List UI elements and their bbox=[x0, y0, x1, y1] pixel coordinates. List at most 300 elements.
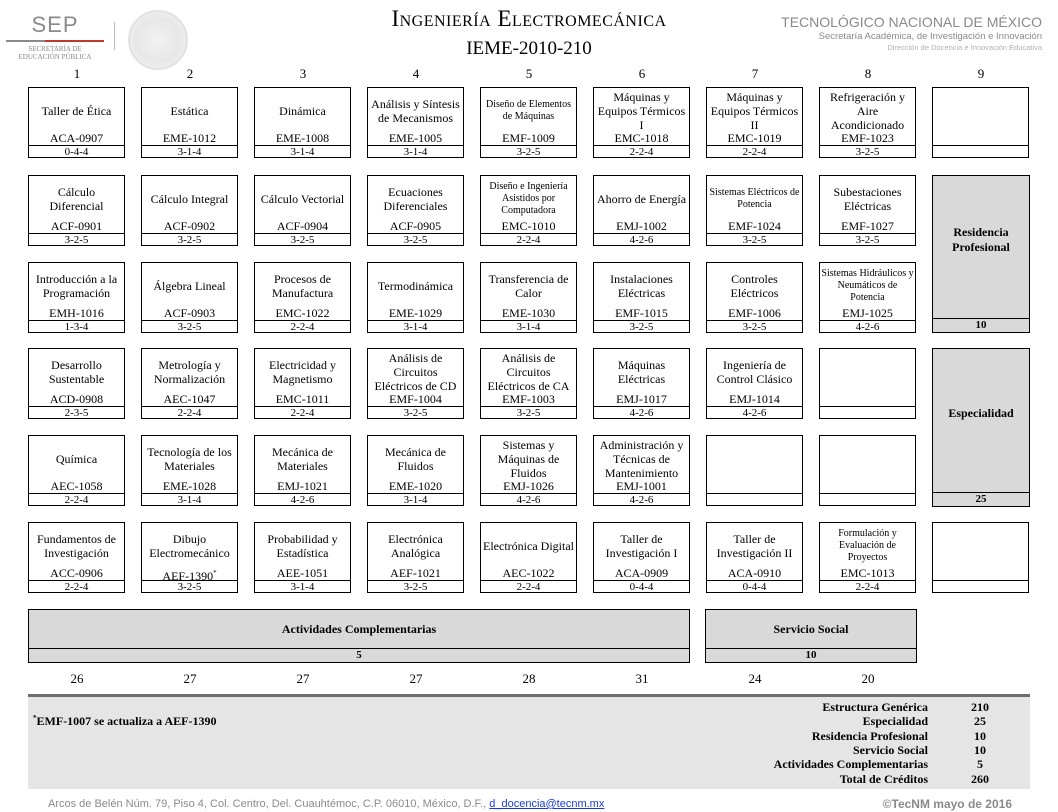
summary-label: Especialidad bbox=[862, 714, 928, 729]
course-cell bbox=[254, 348, 351, 419]
summary-value: 5 bbox=[977, 757, 983, 772]
course-credits: 4-2-6 bbox=[594, 406, 689, 420]
especialidad-label: Especialidad bbox=[948, 406, 1014, 420]
sep-line2: EDUCACIÓN PÚBLICA bbox=[18, 53, 92, 61]
tecnm-name: TECNOLÓGICO NACIONAL DE MÉXICO bbox=[781, 14, 1042, 30]
course-cell bbox=[593, 262, 690, 333]
note-sup: * bbox=[33, 714, 37, 722]
course-name: Fundamentos de Investigación bbox=[37, 531, 116, 560]
course-code bbox=[142, 479, 237, 493]
course-credits: 3-1-4 bbox=[255, 580, 350, 594]
course-code bbox=[368, 306, 463, 320]
course-code-text: AEC-1058 bbox=[50, 479, 103, 493]
column-total: 27 bbox=[296, 671, 310, 686]
course-code bbox=[29, 306, 124, 320]
course-credits: 2-3-5 bbox=[29, 406, 124, 420]
course-code bbox=[368, 392, 463, 406]
course-code-text: ACF-0901 bbox=[50, 219, 103, 233]
course-credits: 2-2-4 bbox=[255, 406, 350, 420]
course-credits: 3-1-4 bbox=[368, 320, 463, 334]
course-code-text: EMF-1015 bbox=[615, 306, 668, 320]
course-credits: 3-1-4 bbox=[255, 145, 350, 159]
sep-line1: SECRETARÍA DE bbox=[28, 45, 82, 53]
course-credits: 0-4-4 bbox=[707, 580, 802, 594]
course-credits: 4-2-6 bbox=[255, 493, 350, 507]
semester-number: 5 bbox=[525, 66, 533, 81]
course-cell bbox=[141, 87, 238, 158]
course-cell bbox=[706, 435, 803, 506]
course-code bbox=[368, 566, 463, 580]
servicio-credits: 10 bbox=[706, 648, 916, 662]
course-name: Subestaciones Eléctricas bbox=[833, 184, 902, 213]
course-code-text: EMC-1019 bbox=[727, 131, 782, 145]
course-code bbox=[29, 392, 124, 406]
course-name: Administración y Técnicas de Mantenimiento bbox=[599, 437, 684, 480]
course-cell bbox=[706, 262, 803, 333]
course-credits: 3-2-5 bbox=[142, 233, 237, 247]
course-cell bbox=[28, 348, 125, 419]
course-cell bbox=[141, 262, 238, 333]
course-code-text: EMC-1011 bbox=[275, 392, 330, 406]
course-cell bbox=[480, 175, 577, 246]
course-code-text: EMJ-1025 bbox=[842, 306, 893, 320]
course-credits: 4-2-6 bbox=[594, 233, 689, 247]
course-name: Análisis y Síntesis de Mecanismos bbox=[371, 96, 460, 125]
course-cell bbox=[141, 435, 238, 506]
course-credits: 0-4-4 bbox=[29, 145, 124, 159]
semester-number: 6 bbox=[638, 66, 646, 81]
course-code-text: AEE-1051 bbox=[276, 566, 329, 580]
course-credits: 0-4-4 bbox=[594, 580, 689, 594]
course-cell bbox=[593, 87, 690, 158]
course-name: Introducción a la Programación bbox=[35, 271, 118, 300]
course-cell bbox=[819, 435, 916, 506]
column-total: 27 bbox=[183, 671, 197, 686]
course-code-text: ACA-0907 bbox=[49, 131, 104, 145]
course-name: Máquinas y Equipos Térmicos II bbox=[710, 89, 799, 132]
course-code-text: EMJ-1001 bbox=[616, 479, 667, 493]
footer-address bbox=[48, 798, 604, 810]
semester-number: 3 bbox=[299, 66, 307, 81]
course-name: Ecuaciones Diferenciales bbox=[383, 184, 448, 213]
course-credits: 3-2-5 bbox=[368, 580, 463, 594]
course-name: Desarrollo Sustentable bbox=[48, 357, 105, 386]
course-code-sup: * bbox=[213, 569, 217, 577]
course-cell bbox=[254, 522, 351, 593]
course-credits bbox=[820, 493, 915, 507]
course-cell bbox=[819, 348, 916, 419]
course-credits: 2-2-4 bbox=[29, 580, 124, 594]
course-code bbox=[368, 219, 463, 233]
course-code-text: EMJ-1017 bbox=[616, 392, 667, 406]
course-cell bbox=[480, 87, 577, 158]
course-code bbox=[368, 131, 463, 145]
course-code bbox=[820, 566, 915, 580]
course-credits: 2-2-4 bbox=[29, 493, 124, 507]
course-name: Ingeniería de Control Clásico bbox=[716, 357, 793, 386]
course-cell bbox=[367, 435, 464, 506]
course-name: Sistemas y Máquinas de Fluidos bbox=[497, 437, 560, 480]
column-total: 26 bbox=[70, 671, 84, 686]
actividades-credits: 5 bbox=[29, 648, 689, 662]
course-code-text: EMC-1010 bbox=[501, 219, 556, 233]
course-cell bbox=[28, 522, 125, 593]
course-credits: 3-2-5 bbox=[142, 580, 237, 594]
course-name: Análisis de Circuitos Eléctricos de CD bbox=[374, 350, 457, 393]
course-name: Dibujo Electromecánico bbox=[149, 531, 230, 560]
update-note bbox=[33, 714, 216, 729]
address-text: Arcos de Belén Núm. 79, Piso 4, Col. Centro, Del. Cuauhtémoc, C.P. 06010, México, D.F., bbox=[48, 798, 490, 810]
course-cell bbox=[367, 175, 464, 246]
course-code-text: EME-1005 bbox=[388, 131, 443, 145]
summary-label: Total de Créditos bbox=[839, 771, 928, 786]
summary-label: Servicio Social bbox=[853, 742, 928, 757]
course-credits: 1-3-4 bbox=[29, 320, 124, 334]
course-credits: 3-2-5 bbox=[707, 233, 802, 247]
course-name: Probabilidad y Estadística bbox=[267, 531, 338, 560]
course-code bbox=[255, 131, 350, 145]
course-credits: 3-2-5 bbox=[707, 320, 802, 334]
semester-number: 9 bbox=[977, 66, 985, 81]
course-code bbox=[933, 131, 1028, 145]
course-name: Cálculo Integral bbox=[150, 191, 229, 206]
course-name: Cálculo Vectorial bbox=[260, 191, 345, 206]
course-cell bbox=[706, 87, 803, 158]
summary-value: 25 bbox=[974, 714, 986, 729]
course-code bbox=[820, 392, 915, 406]
course-cell bbox=[367, 87, 464, 158]
course-code-text: ACF-0904 bbox=[276, 219, 329, 233]
course-code bbox=[481, 566, 576, 580]
course-name: Dinámica bbox=[279, 103, 326, 118]
course-credits: 3-2-5 bbox=[255, 233, 350, 247]
course-name: Diseño e Ingeniería Asistidos por Computadora bbox=[489, 180, 568, 216]
course-cell bbox=[367, 262, 464, 333]
course-credits bbox=[820, 406, 915, 420]
course-name: Sistemas Eléctricos de Potencia bbox=[709, 186, 800, 210]
summary-value: 210 bbox=[971, 700, 989, 714]
course-code bbox=[29, 566, 124, 580]
national-seal-icon bbox=[128, 10, 188, 70]
email-link[interactable]: d_docencia@tecnm.mx bbox=[489, 798, 605, 810]
course-code-text: ACA-0910 bbox=[727, 566, 782, 580]
course-credits: 4-2-6 bbox=[481, 493, 576, 507]
semester-number: 2 bbox=[186, 66, 194, 81]
course-cell bbox=[480, 262, 577, 333]
course-name: Sistemas Hidráulicos y Neumáticos de Potencia bbox=[821, 267, 914, 303]
course-code bbox=[707, 219, 802, 233]
course-code-text: EMC-1013 bbox=[840, 566, 895, 580]
course-code-text: AEF-1021 bbox=[390, 566, 441, 580]
course-code bbox=[29, 479, 124, 493]
sep-logo bbox=[6, 12, 104, 61]
course-code bbox=[594, 306, 689, 320]
summary-value: 260 bbox=[971, 771, 989, 786]
course-credits: 4-2-6 bbox=[820, 320, 915, 334]
course-name: Mecánica de Fluidos bbox=[385, 444, 446, 473]
course-code-text: EME-1012 bbox=[162, 131, 217, 145]
course-credits: 3-1-4 bbox=[368, 493, 463, 507]
course-credits: 2-2-4 bbox=[481, 233, 576, 247]
course-code-text: ACF-0902 bbox=[163, 219, 216, 233]
course-name: Controles Eléctricos bbox=[730, 271, 779, 300]
course-name: Electrónica Analógica bbox=[388, 531, 443, 560]
course-name: Máquinas y Equipos Térmicos I bbox=[597, 89, 686, 132]
course-name: Mecánica de Materiales bbox=[272, 444, 333, 473]
course-code bbox=[594, 219, 689, 233]
course-cell bbox=[480, 435, 577, 506]
course-code-text: EMC-1018 bbox=[614, 131, 669, 145]
course-cell bbox=[367, 522, 464, 593]
course-code-text: EMH-1016 bbox=[49, 306, 104, 320]
course-code-text: EMC-1022 bbox=[275, 306, 330, 320]
course-name: Procesos de Manufactura bbox=[271, 271, 334, 300]
course-code-text: ACA-0909 bbox=[614, 566, 669, 580]
note-text: EMF-1007 se actualiza a AEF-1390 bbox=[36, 714, 217, 728]
course-cell bbox=[932, 522, 1029, 593]
course-name: Ahorro de Energía bbox=[596, 191, 687, 206]
summary-label: Estructura Genérica bbox=[822, 700, 928, 714]
course-credits: 3-2-5 bbox=[820, 145, 915, 159]
course-code bbox=[255, 392, 350, 406]
course-code bbox=[142, 219, 237, 233]
course-credits: 2-2-4 bbox=[255, 320, 350, 334]
course-cell bbox=[593, 348, 690, 419]
course-cell bbox=[706, 348, 803, 419]
course-code-text: AEF-1390 bbox=[162, 569, 214, 583]
copyright: ©TecNM mayo de 2016 bbox=[882, 797, 1012, 811]
column-total: 20 bbox=[861, 671, 875, 686]
course-name: Estática bbox=[170, 103, 209, 118]
actividades-label: Actividades Complementarias bbox=[281, 622, 437, 636]
course-code-text: EME-1029 bbox=[388, 306, 443, 320]
course-code bbox=[255, 306, 350, 320]
course-code-text: ACC-0906 bbox=[50, 566, 103, 580]
course-cell bbox=[141, 175, 238, 246]
course-cell bbox=[932, 87, 1029, 158]
course-code-text: EMJ-1026 bbox=[503, 479, 554, 493]
semester-number: 8 bbox=[864, 66, 872, 81]
summary-label: Residencia Profesional bbox=[811, 728, 928, 743]
summary-value: 10 bbox=[974, 742, 986, 757]
course-credits bbox=[933, 580, 1028, 594]
course-credits: 3-1-4 bbox=[142, 493, 237, 507]
course-name: Formulación y Evaluación de Proyectos bbox=[838, 527, 897, 563]
course-cell bbox=[141, 522, 238, 593]
column-total: 24 bbox=[748, 671, 762, 686]
course-code-text: EMF-1024 bbox=[728, 219, 781, 233]
course-cell bbox=[28, 87, 125, 158]
course-credits: 4-2-6 bbox=[707, 406, 802, 420]
course-credits: 2-2-4 bbox=[820, 580, 915, 594]
course-cell bbox=[254, 435, 351, 506]
course-name: Tecnología de los Materiales bbox=[147, 444, 232, 473]
summary-value: 10 bbox=[974, 728, 986, 743]
course-cell bbox=[706, 522, 803, 593]
course-cell bbox=[254, 87, 351, 158]
course-cell bbox=[480, 348, 577, 419]
course-name bbox=[821, 437, 914, 480]
tecnm-secretaria: Secretaría Académica, de Investigación e Innovación bbox=[818, 31, 1042, 42]
course-code-text: ACF-0905 bbox=[389, 219, 442, 233]
course-code bbox=[142, 566, 237, 583]
course-credits: 3-2-5 bbox=[481, 406, 576, 420]
course-cell bbox=[819, 522, 916, 593]
course-code-text: AEC-1022 bbox=[502, 566, 555, 580]
course-credits: 2-2-4 bbox=[594, 145, 689, 159]
course-name: Electricidad y Magnetismo bbox=[269, 357, 336, 386]
course-code bbox=[707, 306, 802, 320]
course-code bbox=[594, 131, 689, 145]
course-code bbox=[707, 566, 802, 580]
course-name bbox=[821, 350, 914, 393]
course-code bbox=[368, 479, 463, 493]
course-credits: 3-2-5 bbox=[368, 406, 463, 420]
course-name bbox=[708, 437, 801, 480]
course-name: Electrónica Digital bbox=[483, 538, 574, 553]
course-name: Análisis de Circuitos Eléctricos de CA bbox=[487, 350, 570, 393]
servicio-box bbox=[705, 609, 917, 663]
course-credits: 3-2-5 bbox=[368, 233, 463, 247]
course-code bbox=[142, 131, 237, 145]
course-name: Taller de Investigación II bbox=[716, 531, 793, 560]
course-code-text: EMJ-1021 bbox=[277, 479, 328, 493]
plan-code: IEME-2010-210 bbox=[466, 38, 592, 59]
course-name: Cálculo Diferencial bbox=[49, 184, 104, 213]
semester-number: 4 bbox=[412, 66, 420, 81]
course-name: Diseño de Elementos de Máquinas bbox=[486, 98, 571, 122]
course-cell bbox=[819, 175, 916, 246]
course-credits: 3-2-5 bbox=[142, 320, 237, 334]
sep-divider bbox=[6, 40, 104, 42]
course-code-text: ACF-0903 bbox=[163, 306, 216, 320]
course-code bbox=[481, 306, 576, 320]
residencia-credits: 10 bbox=[933, 318, 1029, 332]
course-code bbox=[820, 479, 915, 493]
course-credits: 2-2-4 bbox=[707, 145, 802, 159]
course-code bbox=[29, 219, 124, 233]
course-code-text: EMF-1027 bbox=[841, 219, 894, 233]
course-name: Transferencia de Calor bbox=[488, 271, 569, 300]
course-name: Metrología y Normalización bbox=[153, 357, 226, 386]
course-code bbox=[142, 306, 237, 320]
servicio-label: Servicio Social bbox=[773, 622, 849, 636]
actividades-box bbox=[28, 609, 690, 663]
course-code bbox=[820, 219, 915, 233]
course-code bbox=[820, 306, 915, 320]
course-credits: 3-2-5 bbox=[820, 233, 915, 247]
course-cell bbox=[706, 175, 803, 246]
course-credits: 3-1-4 bbox=[368, 145, 463, 159]
course-name bbox=[934, 524, 1027, 567]
course-code bbox=[707, 479, 802, 493]
course-name: Álgebra Lineal bbox=[153, 278, 226, 293]
course-code-text: EME-1008 bbox=[275, 131, 330, 145]
course-code bbox=[29, 131, 124, 145]
course-code bbox=[255, 566, 350, 580]
course-code bbox=[594, 566, 689, 580]
course-name: Termodinámica bbox=[377, 278, 454, 293]
course-code-text: EME-1020 bbox=[388, 479, 443, 493]
course-cell bbox=[254, 262, 351, 333]
residencia-label: Residencia Profesional bbox=[952, 225, 1010, 254]
course-code-text: ACD-0908 bbox=[49, 392, 104, 406]
course-cell bbox=[480, 522, 577, 593]
course-code-text: EMF-1004 bbox=[389, 392, 442, 406]
course-credits: 3-1-4 bbox=[481, 320, 576, 334]
course-code bbox=[820, 131, 915, 145]
course-code-text: EMJ-1002 bbox=[616, 219, 667, 233]
page-title: Ingeniería Electromecánica bbox=[391, 6, 667, 31]
tecnm-header bbox=[781, 14, 1042, 52]
course-code bbox=[481, 219, 576, 233]
course-code-text: EME-1028 bbox=[162, 479, 217, 493]
course-code bbox=[707, 392, 802, 406]
course-code-text: EMF-1003 bbox=[502, 392, 555, 406]
course-name: Instalaciones Eléctricas bbox=[610, 271, 673, 300]
course-name: Taller de Ética bbox=[41, 103, 112, 118]
course-cell bbox=[254, 175, 351, 246]
course-name: Máquinas Eléctricas bbox=[617, 357, 666, 386]
tecnm-direccion: Dirección de Docencia e Innovación Educativa bbox=[887, 43, 1042, 52]
especialidad-credits: 25 bbox=[933, 492, 1029, 506]
course-credits: 2-2-4 bbox=[142, 406, 237, 420]
course-code-text: EMF-1006 bbox=[728, 306, 781, 320]
semester-number: 1 bbox=[73, 66, 81, 81]
course-credits: 3-2-5 bbox=[481, 145, 576, 159]
course-cell bbox=[593, 435, 690, 506]
column-total: 28 bbox=[522, 671, 536, 686]
course-credits bbox=[933, 145, 1028, 159]
column-total: 27 bbox=[409, 671, 423, 686]
course-code bbox=[481, 392, 576, 406]
course-cell bbox=[28, 435, 125, 506]
course-code-text: EMF-1023 bbox=[841, 131, 894, 145]
course-name: Refrigeración y Aire Acondicionado bbox=[830, 89, 905, 132]
course-code bbox=[707, 131, 802, 145]
course-credits: 4-2-6 bbox=[594, 493, 689, 507]
course-credits: 3-2-5 bbox=[594, 320, 689, 334]
course-credits: 2-2-4 bbox=[481, 580, 576, 594]
course-code bbox=[594, 392, 689, 406]
course-credits bbox=[707, 493, 802, 507]
course-name bbox=[934, 89, 1027, 132]
residencia-box bbox=[932, 175, 1030, 333]
course-cell bbox=[28, 262, 125, 333]
course-cell bbox=[593, 522, 690, 593]
semester-number: 7 bbox=[751, 66, 759, 81]
course-code bbox=[142, 392, 237, 406]
course-name: Taller de Investigación I bbox=[605, 531, 678, 560]
course-credits: 3-2-5 bbox=[29, 233, 124, 247]
course-cell bbox=[819, 87, 916, 158]
course-cell bbox=[367, 348, 464, 419]
course-code-text: EME-1030 bbox=[501, 306, 556, 320]
especialidad-box bbox=[932, 348, 1030, 507]
course-cell bbox=[141, 348, 238, 419]
header-separator bbox=[114, 22, 115, 50]
course-credits: 3-1-4 bbox=[142, 145, 237, 159]
course-code-text: EMF-1009 bbox=[502, 131, 555, 145]
column-total: 31 bbox=[635, 671, 649, 686]
course-code-text: AEC-1047 bbox=[163, 392, 216, 406]
sep-name: SEP bbox=[31, 12, 79, 37]
course-code bbox=[594, 479, 689, 493]
course-code bbox=[481, 479, 576, 493]
course-code-text: EMJ-1014 bbox=[729, 392, 780, 406]
course-code bbox=[255, 219, 350, 233]
course-code bbox=[255, 479, 350, 493]
